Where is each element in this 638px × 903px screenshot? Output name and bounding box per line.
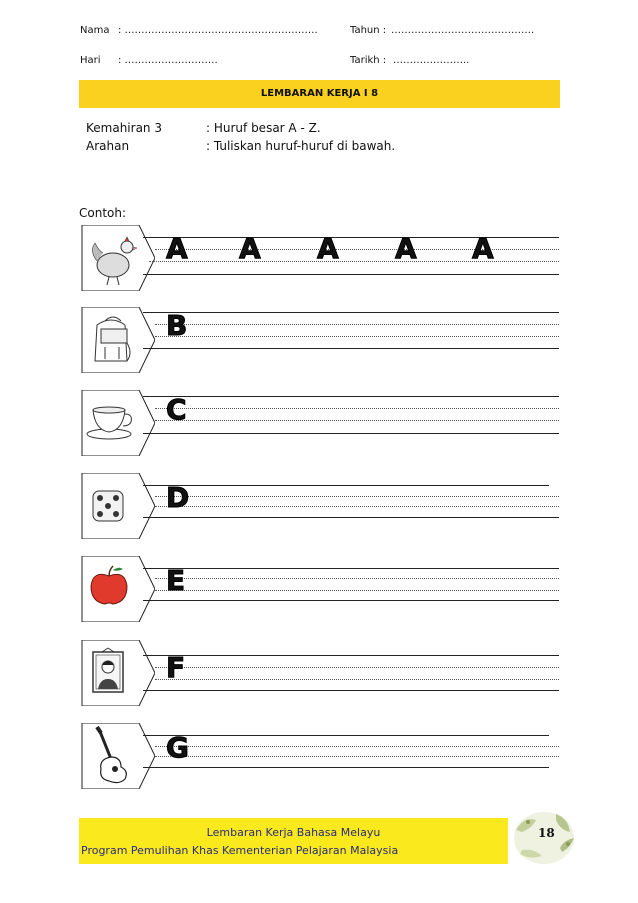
letter-row-b xyxy=(79,307,559,377)
page-number: 18 xyxy=(538,826,555,840)
instruction-value: : Tuliskan huruf-huruf di bawah. xyxy=(206,139,396,153)
letter-sample-e: E xyxy=(166,564,186,597)
skill-label: Kemahiran 3 xyxy=(86,121,162,135)
footer-line-1: Lembaran Kerja Bahasa Melayu xyxy=(206,826,381,839)
example-label: Contoh: xyxy=(79,206,127,220)
letter-row-a xyxy=(79,225,559,295)
letter-sample-b: B xyxy=(166,309,188,342)
letter-row-c xyxy=(79,390,559,460)
letter-row-f xyxy=(79,640,559,710)
name-field[interactable]: : …………………………………………………. xyxy=(118,25,318,36)
apple-icon xyxy=(79,556,155,622)
letter-sample-a-3: A xyxy=(317,232,339,265)
letter-sample-d: D xyxy=(166,481,190,514)
guitar-icon xyxy=(79,723,155,789)
letter-sample-a-1: A xyxy=(166,232,188,265)
worksheet-title: LEMBARAN KERJA I 8 xyxy=(260,88,379,99)
letter-row-g xyxy=(79,723,559,793)
instruction-label: Arahan xyxy=(86,139,130,153)
letter-sample-c: C xyxy=(166,393,187,426)
schoolbag-icon xyxy=(79,307,155,373)
footer-banner xyxy=(79,818,508,864)
dice-icon xyxy=(79,473,155,539)
letter-sample-a-2: A xyxy=(239,232,261,265)
letter-sample-f: F xyxy=(166,651,186,684)
letter-sample-a-4: A xyxy=(395,232,417,265)
skill-value: : Huruf besar A - Z. xyxy=(206,121,321,135)
portrait-icon xyxy=(79,640,155,706)
date-field[interactable]: ………………….. xyxy=(393,55,470,66)
year-field[interactable]: ……………………………………. xyxy=(391,25,535,36)
day-label: Hari xyxy=(80,55,101,66)
name-label: Nama xyxy=(80,25,110,36)
letter-row-d xyxy=(79,473,559,543)
year-label: Tahun : xyxy=(350,25,387,36)
worksheet-banner xyxy=(79,80,560,108)
letter-row-e xyxy=(79,556,559,626)
chicken-icon xyxy=(79,225,155,291)
cup-icon xyxy=(79,390,155,456)
letter-sample-g: G xyxy=(166,731,189,764)
footer-line-2: Program Pemulihan Khas Kementerian Pelajaran Malaysia xyxy=(81,844,399,857)
date-label: Tarikh : xyxy=(350,55,387,66)
letter-sample-a-5: A xyxy=(472,232,494,265)
day-field[interactable]: : ………………………. xyxy=(118,55,218,66)
